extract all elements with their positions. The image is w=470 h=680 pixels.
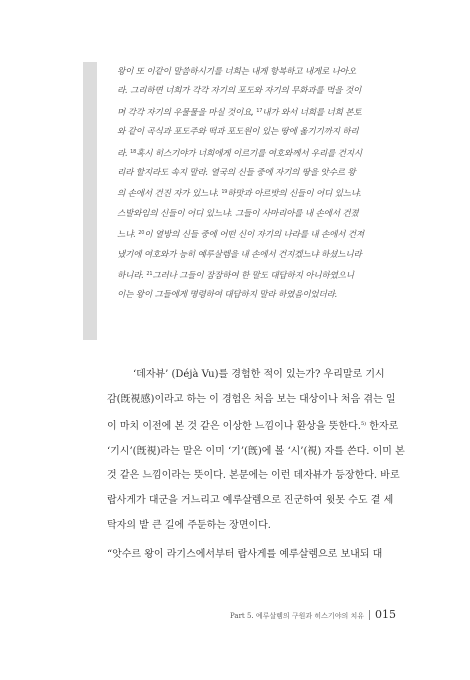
quote-line: 냈기에 여호와가 능히 예루살렘을 내 손에서 건지겠느냐 하셨느니라: [117, 249, 362, 260]
quote-bar: [83, 62, 97, 340]
body-line: ‘기시’(旣視)라는 말은 이미 ‘기’(旣)에 볼 ‘시’(視) 자를 쓴다. 이미 본: [107, 445, 405, 457]
verse-number: 20: [138, 230, 145, 237]
quote-line: 느냐. $^{20}$이 열방의 신들 중에 어떤 신이 자기의 나라를 내 손에서 건져: [117, 230, 365, 241]
quote-line: 와 같이 곡식과 포도주와 떡과 포도원이 있는 땅에 옮기기까지 하리: [117, 127, 359, 138]
verse-number: 19: [221, 189, 228, 196]
quote-line: 왕이 또 이같이 말씀하시기를 너희는 내게 항복하고 내게로 나아오: [117, 67, 356, 77]
running-title: Part 5. 예루살렘의 구원과 히스기야의 치유: [230, 612, 364, 620]
quote-line: 리라 할지라도 속지 말라. 열국의 신들 중에 자기의 땅을 앗수르 왕: [117, 168, 356, 179]
page-number: 015: [374, 608, 396, 621]
body-paragraph: [107, 363, 405, 538]
body-line: 랍사게가 대군을 거느리고 예루살렘으로 진군하여 윗못 수도 곁 세: [107, 494, 394, 506]
footer-divider: [369, 610, 370, 620]
body-line: ‘데자뷰’ (Déjà Vu)를 경험한 적이 있는가? 우리말로 기시: [133, 369, 385, 380]
body-paragraph-2: “앗수르 왕이 라기스에서부터 랍사게를 예루살렘으로 보내되 대: [107, 549, 383, 560]
quote-line: 의 손에서 건진 자가 있느냐. $^{19}$하맛과 아르밧의 신들이 어디 있느냐.: [117, 189, 362, 200]
body-line: 감(旣視感)이라고 하는 이 경험은 처음 보는 대상이나 처음 겪는 일: [107, 393, 396, 405]
quote-line: 며 각각 자기의 우물물을 마실 것이요, $^{17}$내가 와서 너희를 너희 본토: [117, 107, 362, 118]
verse-number: 17: [256, 107, 263, 114]
verse-number: 18: [130, 148, 137, 155]
scripture-quote: [117, 63, 385, 306]
body-line: 것 같은 느낌이라는 뜻이다. 본문에는 이런 데자뷰가 등장한다. 바로: [107, 470, 400, 482]
quote-line: 스발와임의 신들이 어디 있느냐. 그들이 사마리아를 내 손에서 건졌: [117, 208, 359, 219]
page-footer: [230, 608, 410, 621]
body-line: 탁자의 밭 큰 길에 주둔하는 장면이다.: [107, 519, 271, 531]
footnote-marker: 5): [360, 421, 367, 428]
quote-line: 하니라. $^{21}$그러나 그들이 잠잠하여 한 말도 대답하지 아니하였으니: [117, 271, 354, 282]
body-line: 이 마치 이전에 본 것 같은 이상한 느낌이나 환상을 뜻한다.$^{5)}$ 한자로: [107, 421, 399, 433]
quote-line: 이는 왕이 그들에게 명령하여 대답하지 말라 하였음이었더라.: [117, 290, 338, 301]
quote-line: 라. $^{18}$혹시 히스기야가 너희에게 이르기를 여호와께서 우리를 건지시: [117, 148, 362, 159]
quote-line: 라. 그리하면 너희가 각각 자기의 포도와 자기의 무화과를 먹을 것이: [117, 86, 362, 97]
verse-number: 21: [146, 271, 153, 278]
